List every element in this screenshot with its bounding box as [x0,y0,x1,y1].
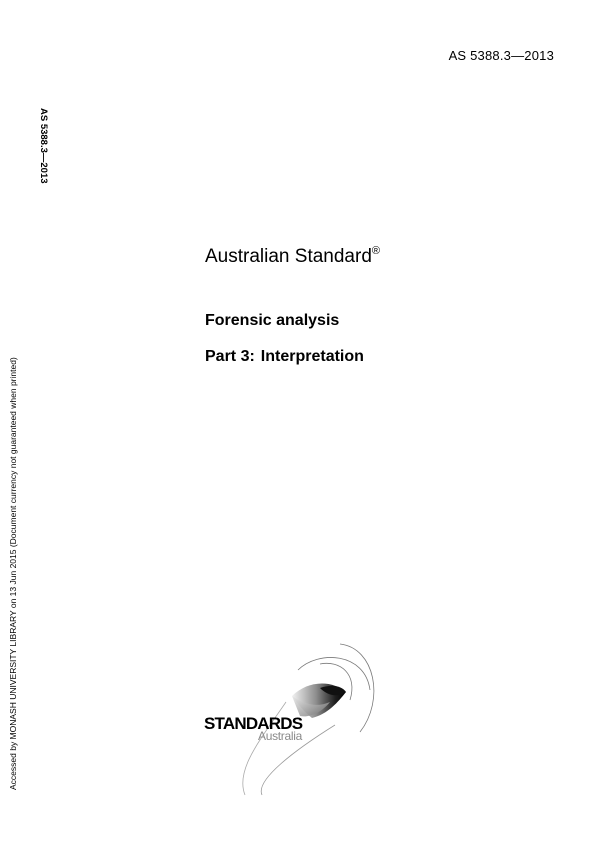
part-label: Part 3: [205,348,255,365]
access-watermark-note: Accessed by MONASH UNIVERSITY LIBRARY on 13 Jun 2015 (Document currency not guaranteed when printed) [8,357,18,790]
part-name: Interpretation [260,348,364,365]
spine-document-code: AS 5388.3—2013 [38,108,49,184]
document-part-title [205,348,364,366]
standards-australia-logo [200,630,400,810]
document-code-header: AS 5388.3—2013 [448,48,554,63]
standard-type-heading [205,245,380,268]
standard-label: Australian Standard [205,246,372,267]
registered-mark: ® [371,245,380,257]
logo-wordmark: STANDARDS [204,714,303,733]
document-title: Forensic analysis [205,312,340,329]
logo-subtext: Australia [258,729,302,743]
